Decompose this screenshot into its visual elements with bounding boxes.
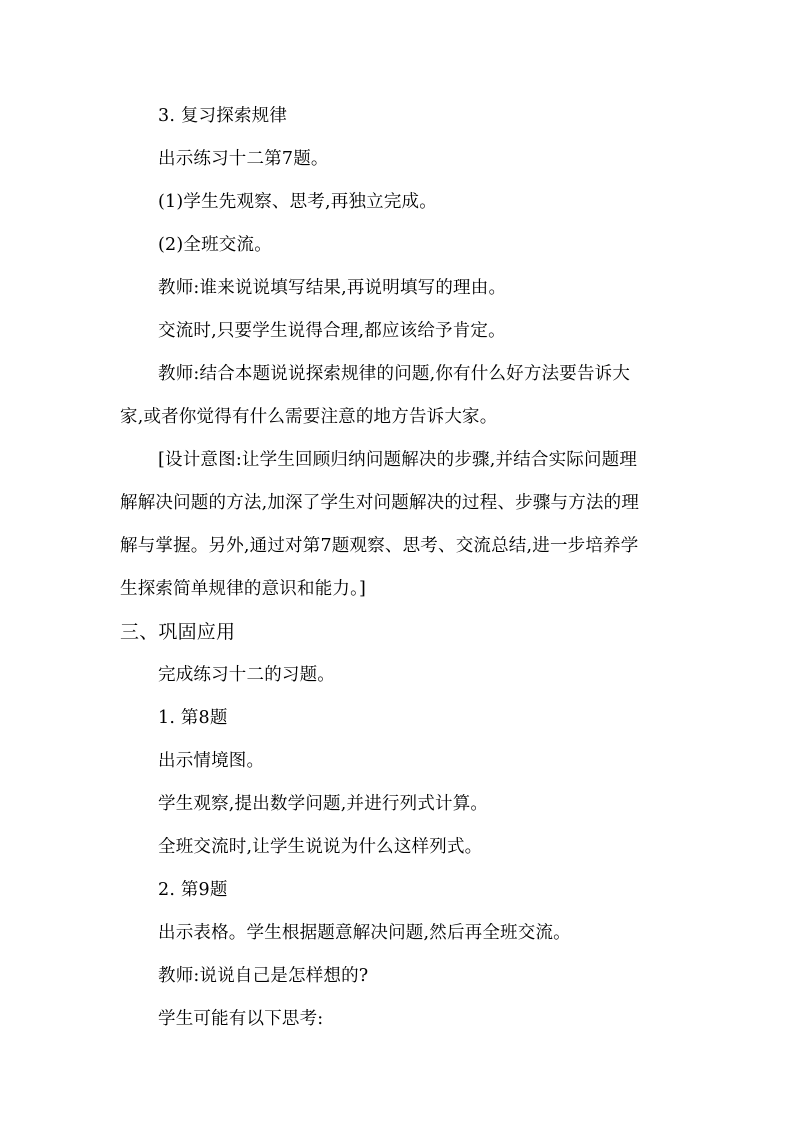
- design-intent-line: 解与掌握。另外,通过对第7题观察、思考、交流总结,进一步培养学: [120, 536, 639, 556]
- paragraph-line: 全班交流时,让学生说说为什么这样列式。: [158, 837, 483, 857]
- subsection-heading-exercise-8: 1. 第8题: [158, 708, 228, 728]
- paragraph-line: 学生观察,提出数学问题,并进行列式计算。: [158, 794, 489, 814]
- paragraph-line: (2)全班交流。: [158, 235, 272, 255]
- subsection-heading-review-patterns: 3. 复习探索规律: [158, 106, 288, 126]
- paragraph-line: (1)学生先观察、思考,再独立完成。: [158, 192, 437, 212]
- paragraph-line: 学生可能有以下思考:: [158, 1009, 324, 1029]
- paragraph-line: 教师:结合本题说说探索规律的问题,你有什么好方法要告诉大: [158, 364, 631, 384]
- section-heading-consolidate: 三、巩固应用: [120, 621, 236, 643]
- design-intent-line: 解解决问题的方法,加深了学生对问题解决的过程、步骤与方法的理: [120, 493, 640, 513]
- paragraph-line: 出示情境图。: [158, 751, 265, 771]
- paragraph-line: 教师:说说自己是怎样想的?: [158, 966, 369, 986]
- paragraph-line: 交流时,只要学生说得合理,都应该给予肯定。: [158, 321, 506, 341]
- design-intent-line: 生探索简单规律的意识和能力。]: [120, 579, 367, 599]
- paragraph-line: 家,或者你觉得有什么需要注意的地方告诉大家。: [120, 407, 498, 427]
- paragraph-line: 完成练习十二的习题。: [158, 665, 335, 685]
- subsection-heading-exercise-9: 2. 第9题: [158, 880, 228, 900]
- paragraph-line: 出示练习十二第7题。: [158, 149, 329, 169]
- paragraph-line: 出示表格。学生根据题意解决问题,然后再全班交流。: [158, 923, 571, 943]
- design-intent-line: [设计意图:让学生回顾归纳问题解决的步骤,并结合实际问题理: [158, 450, 638, 470]
- paragraph-line: 教师:谁来说说填写结果,再说明填写的理由。: [158, 278, 507, 298]
